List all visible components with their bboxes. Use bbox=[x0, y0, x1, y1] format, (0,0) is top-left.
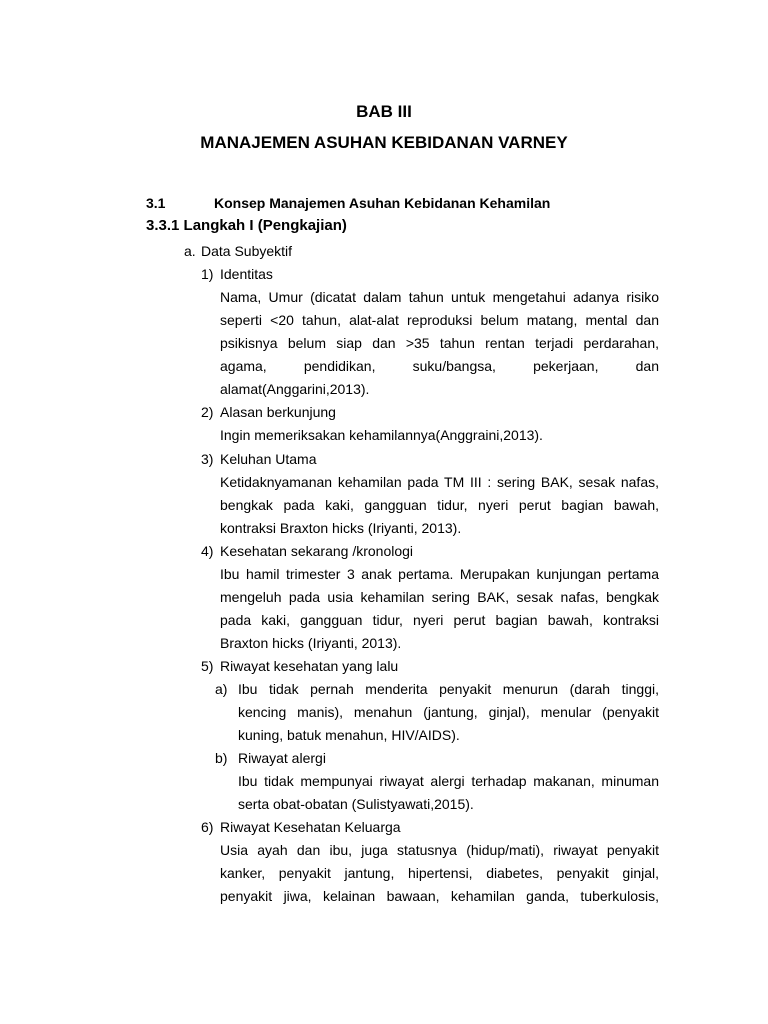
chapter-number: BAB III bbox=[356, 102, 412, 121]
paragraph-line: Ibu hamil trimester 3 anak pertama. Merupakan kunjungan pertama bbox=[220, 566, 659, 582]
paragraph-line: Braxton hicks (Iriyanti, 2013). bbox=[220, 635, 402, 651]
paragraph-line: serta obat-obatan (Sulistyawati,2015). bbox=[238, 796, 474, 812]
paragraph-line: seperti <20 tahun, alat-alat reproduksi belum matang, mental dan bbox=[220, 312, 659, 328]
item-label-alasan-berkunjung: Alasan berkunjung bbox=[220, 404, 336, 420]
paragraph-line: Ingin memeriksakan kehamilannya(Anggraini,2013). bbox=[220, 427, 543, 443]
paragraph-kesehatan-sekarang bbox=[220, 563, 659, 655]
sub-item-marker: a) bbox=[215, 681, 228, 697]
item-marker: 3) bbox=[201, 451, 214, 467]
item-label-identitas: Identitas bbox=[220, 266, 273, 282]
list-label-data-subyektif: Data Subyektif bbox=[201, 243, 293, 259]
paragraph-line: kanker, penyakit jantung, hipertensi, diabetes, penyakit ginjal, bbox=[220, 865, 659, 881]
chapter-title: MANAJEMEN ASUHAN KEBIDANAN VARNEY bbox=[200, 133, 568, 152]
item-marker: 1) bbox=[201, 266, 214, 282]
item-marker: 2) bbox=[201, 404, 214, 420]
item-marker: 5) bbox=[201, 658, 214, 674]
paragraph-line: kuning, batuk menahun, HIV/AIDS). bbox=[238, 727, 460, 743]
item-label-riwayat-kesehatan-lalu: Riwayat kesehatan yang lalu bbox=[220, 658, 399, 674]
paragraph-line: Ketidaknyamanan kehamilan pada TM III : sering BAK, sesak nafas, bbox=[220, 474, 659, 490]
paragraph-penyakit-menurun bbox=[238, 678, 659, 747]
paragraph-line: mengeluh pada usia kehamilan sering BAK, sesak nafas, bengkak bbox=[220, 589, 659, 605]
paragraph-alasan-berkunjung bbox=[220, 424, 659, 447]
list-marker: a. bbox=[184, 243, 196, 259]
paragraph-line: bengkak pada kaki, gangguan tidur, nyeri perut bagian bawah, bbox=[220, 497, 659, 513]
paragraph-line: Usia ayah dan ibu, juga statusnya (hidup/mati), riwayat penyakit bbox=[220, 842, 659, 858]
paragraph-line: kontraksi Braxton hicks (Iriyanti, 2013). bbox=[220, 520, 462, 536]
item-marker: 6) bbox=[201, 819, 214, 835]
paragraph-line: psikisnya belum siap dan >35 tahun rentan terjadi perdarahan, bbox=[220, 335, 659, 351]
paragraph-line: alamat(Anggarini,2013). bbox=[220, 381, 370, 397]
paragraph-riwayat-keluarga bbox=[220, 839, 659, 908]
paragraph-line: penyakit jiwa, kelainan bawaan, kehamilan ganda, tuberkulosis, bbox=[220, 888, 659, 904]
item-label-keluhan-utama: Keluhan Utama bbox=[220, 451, 317, 467]
paragraph-line: agama, pendidikan, suku/bangsa, pekerjaan, dan bbox=[220, 358, 659, 374]
item-marker: 4) bbox=[201, 543, 214, 559]
paragraph-line: Ibu tidak mempunyai riwayat alergi terhadap makanan, minuman bbox=[238, 773, 659, 789]
paragraph-identitas bbox=[220, 286, 659, 401]
paragraph-line: pada kaki, gangguan tidur, nyeri perut bagian bawah, kontraksi bbox=[220, 612, 659, 628]
paragraph-line: Nama, Umur (dicatat dalam tahun untuk mengetahui adanya risiko bbox=[220, 289, 659, 305]
subsection-title: 3.3.1 Langkah I (Pengkajian) bbox=[146, 217, 347, 234]
paragraph-keluhan-utama bbox=[220, 471, 659, 540]
paragraph-riwayat-alergi bbox=[238, 770, 659, 816]
sub-item-label-riwayat-alergi: Riwayat alergi bbox=[238, 750, 326, 766]
sub-item-marker: b) bbox=[215, 750, 228, 766]
item-label-kesehatan-sekarang: Kesehatan sekarang /kronologi bbox=[220, 543, 414, 559]
item-label-riwayat-kesehatan-keluarga: Riwayat Kesehatan Keluarga bbox=[220, 819, 401, 835]
paragraph-line: Ibu tidak pernah menderita penyakit menurun (darah tinggi, bbox=[238, 681, 659, 697]
paragraph-line: kencing manis), menahun (jantung, ginjal), menular (penyakit bbox=[238, 704, 659, 720]
section-number: 3.1 bbox=[146, 195, 166, 211]
section-title: Konsep Manajemen Asuhan Kebidanan Kehamilan bbox=[214, 195, 551, 211]
